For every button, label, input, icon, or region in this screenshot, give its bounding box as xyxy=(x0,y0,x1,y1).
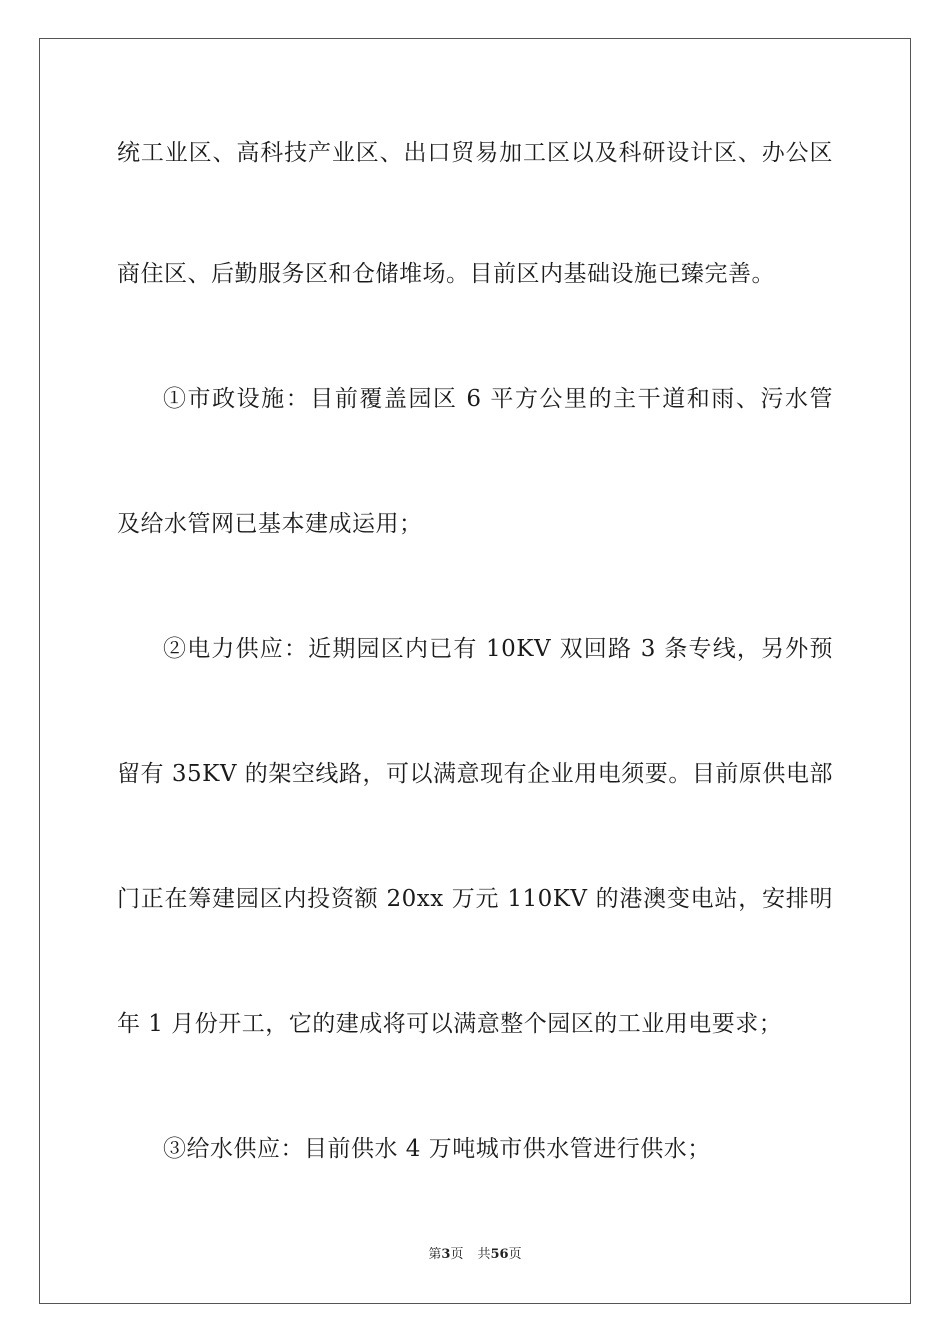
paragraph-line: 及给水管网已基本建成运用； xyxy=(117,511,423,537)
total-prefix: 共 xyxy=(477,1247,491,1262)
paragraph-line: 统工业区、高科技产业区、出口贸易加工区以及科研设计区、办公区 xyxy=(117,140,833,166)
paragraph-line: ①市政设施：目前覆盖园区 6 平方公里的主干道和雨、污水管 xyxy=(163,386,833,412)
page-prefix: 第 xyxy=(428,1247,442,1262)
paragraph-line: 门正在筹建园区内投资额 20xx 万元 110KV 的港澳变电站，安排明 xyxy=(117,886,833,912)
paragraph-line: 商住区、后勤服务区和仓储堆场。目前区内基础设施已臻完善。 xyxy=(117,261,775,287)
paragraph-line: 留有 35KV 的架空线路，可以满意现有企业用电须要。目前原供电部 xyxy=(117,761,833,787)
paragraph-line: 年 1 月份开工，它的建成将可以满意整个园区的工业用电要求； xyxy=(117,1011,783,1037)
total-pages: 56 xyxy=(490,1247,509,1262)
page-footer xyxy=(0,1246,950,1264)
total-suffix: 页 xyxy=(508,1247,522,1262)
page-border xyxy=(39,38,911,1304)
page-number: 3 xyxy=(441,1247,451,1262)
page-suffix: 页 xyxy=(450,1247,464,1262)
paragraph-line: ②电力供应：近期园区内已有 10KV 双回路 3 条专线，另外预 xyxy=(163,636,833,662)
paragraph-line: ③给水供应：目前供水 4 万吨城市供水管进行供水； xyxy=(163,1136,711,1162)
